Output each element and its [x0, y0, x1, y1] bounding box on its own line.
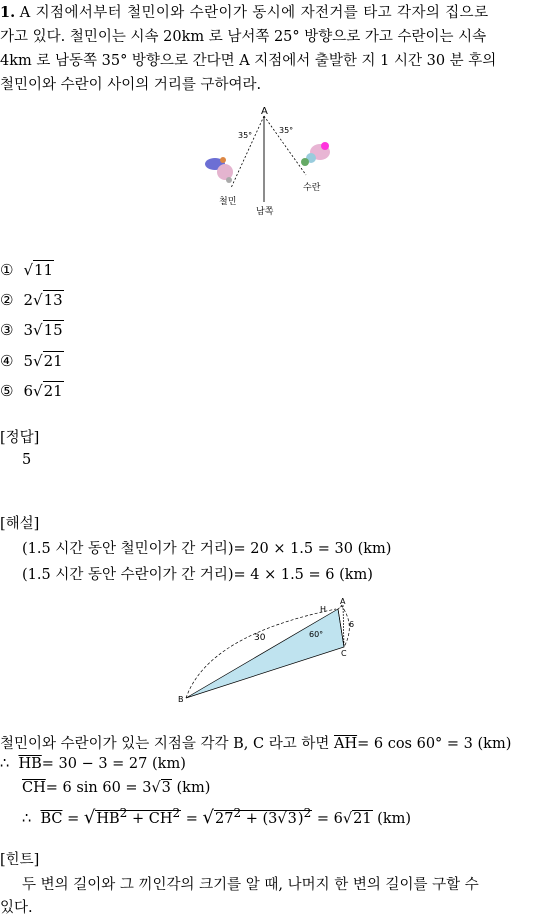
fig2-label-6: 6 [349, 620, 355, 629]
figure1-label-a: A [261, 106, 268, 117]
fig2-label-c: C [341, 649, 347, 658]
sqrt: √21 [33, 352, 63, 370]
segment-ah-symbol: $\overline{AH}$ [333, 736, 358, 752]
answer-header: [정답] [0, 430, 40, 446]
sqrt: √11 [23, 261, 54, 279]
choice-3[interactable]: ③ 3√15 [0, 321, 63, 339]
solution-header: [해설] [0, 516, 40, 532]
solution-line-ch: $\overline{CH}= 6$ sin 60 = 3√3 (km) [22, 780, 211, 796]
cyclist-suran-image [301, 142, 330, 166]
problem-line-2: 가고 있다. 철민이는 시속 20km 로 남서쪽 25° 방향으로 가고 수란이는 시속 [0, 29, 487, 45]
figure1-angle-left: 35° [238, 131, 253, 140]
sqrt-bc-2: $√27^2 + (3√3)^2$ [202, 806, 312, 828]
solution-line-3: 철민이와 수란이가 있는 지점을 각각 B, C 라고 하면 $\overline{AH}= 6$ cos 60° = 3 (km) [0, 736, 512, 752]
fig2-label-60: 60° [309, 630, 324, 639]
hint-header: [힌트] [0, 852, 40, 868]
cyclist-cheolmin-image [205, 157, 233, 183]
fig2-label-b: B [178, 695, 184, 704]
figure1-label-south: 남쪽 [256, 207, 274, 217]
hint-line-2: 있다. [0, 900, 33, 916]
segment-ch-symbol: $\overline{CH}$ [22, 780, 46, 796]
solution-line-1: (1.5 시간 동안 철민이가 간 거리)= 20 × 1.5 = 30 (km) [22, 541, 392, 557]
solution-figure [178, 595, 368, 710]
solution-line-hb: ∴ $\overline{HB}= 30 - 3 = 27$ (km) [0, 756, 186, 772]
solution-line-2: (1.5 시간 동안 수란이가 간 거리)= 4 × 1.5 = 6 (km) [22, 567, 373, 583]
answer-value: 5 [22, 452, 32, 468]
triangle-abc [186, 609, 344, 698]
sqrt: √21 [342, 810, 372, 827]
fig2-label-h: H [320, 605, 327, 614]
segment-hb-symbol: $\overline{HB}$ [18, 756, 42, 772]
sqrt: √21 [33, 382, 63, 400]
figure1-label-suran: 수란 [303, 183, 321, 193]
choice-1[interactable]: ① √11 [0, 261, 54, 279]
fig2-label-a: A [340, 597, 346, 606]
solution-line-bc: ∴ $\overline{BC} = √HB^2 + \overline{CH}^2 = √27^2 + (3√3)^2 = 6√21$ (km) [22, 806, 412, 828]
fig2-label-30: 30 [254, 633, 266, 643]
sqrt: √15 [33, 321, 63, 339]
figure1-label-cheolmin: 철민 [219, 197, 237, 207]
hint-line-1: 두 변의 길이와 그 끼인각의 크기를 알 때, 나머지 한 변의 길이를 구할 수 [22, 877, 479, 893]
figure1-angle-right: 35° [279, 126, 294, 135]
figure1-line-cheolmin [231, 116, 264, 188]
problem-line-1: 1. A 지점에서부터 철민이와 수란이가 동시에 자전거를 타고 각자의 집으로 [0, 4, 489, 21]
problem-figure [195, 100, 345, 225]
sqrt-bc-1: $√HB^2 + \overline{CH}^2$ [83, 806, 181, 828]
choice-4[interactable]: ④ 5√21 [0, 352, 63, 370]
segment-bc-symbol: $\overline{BC}$ [40, 810, 63, 827]
choice-5[interactable]: ⑤ 6√21 [0, 382, 63, 400]
problem-line-4: 철민이와 수란이 사이의 거리를 구하여라. [0, 77, 262, 93]
choice-2[interactable]: ② 2√13 [0, 291, 63, 309]
sqrt: √3 [151, 780, 171, 796]
sqrt: √13 [33, 291, 63, 309]
problem-number: 1. [0, 4, 16, 21]
figure1-line-suran [264, 116, 306, 175]
problem-line-3: 4km 로 남동쪽 35° 방향으로 간다면 A 지점에서 출발한 지 1 시간 30 분 후의 [0, 53, 497, 69]
